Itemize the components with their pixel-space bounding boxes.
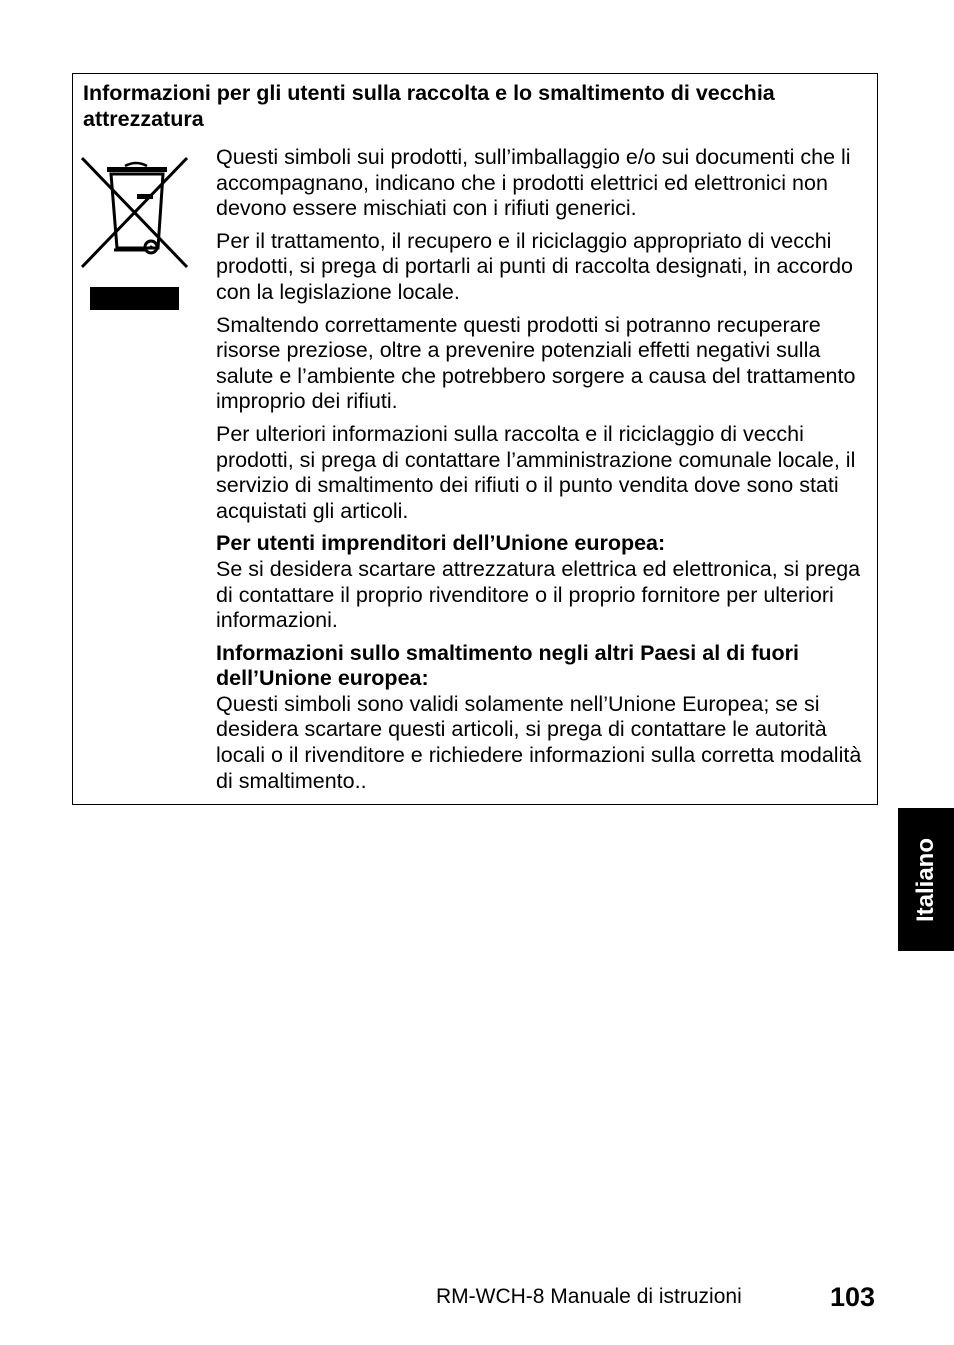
paragraph: Per ulteriori informazioni sulla raccolta e il riciclaggio di vecchi prodotti, si prega di contattare l’amministrazione comunale locale, il servizio di smaltimento dei rifiuti o il punto vendita dove sono stati acquistati gli articoli. <box>216 421 856 523</box>
paragraph: Smaltendo correttamente questi prodotti si potranno recuperare risorse preziose, oltre a prevenire potenziali effetti negativi sulla salute e l’ambiente che potrebbero sorgere a causa del trattamento improprio dei rifiuti. <box>216 312 856 414</box>
business-text: Se si desidera scartare attrezzatura elettrica ed elettronica, si prega di contattare il proprio rivenditore o il proprio fornitore per ulteriori informazioni. <box>216 556 861 633</box>
paragraph: Questi simboli sui prodotti, sull’imballaggio e/o sui documenti che li accompagnano, indicano che i prodotti elettrici ed elettronici non devono essere mischiati con i rifiuti generici. <box>216 145 851 221</box>
box-content <box>216 145 871 801</box>
box-title: Informazioni per gli utenti sulla raccolta e lo smaltimento di vecchia attrezzatura <box>83 81 775 131</box>
weee-info-box <box>72 73 878 805</box>
language-tab <box>898 808 954 951</box>
outside-eu-text: Questi simboli sono validi solamente nell’Unione Europea; se si desidera scartare questi articoli, si prega di contattare le autorità locali o il rivenditore e richiedere informazioni sulla corretta modalità di smaltimento.. <box>216 691 862 793</box>
business-section <box>216 531 871 633</box>
business-heading: Per utenti imprenditori dell’Unione europea: <box>216 531 666 556</box>
weee-underbar <box>90 287 179 310</box>
footer-manual-title: RM-WCH-8 Manuale di istruzioni <box>436 1285 742 1308</box>
outside-eu-section <box>216 641 871 795</box>
paragraph: Per il trattamento, il recupero e il riciclaggio appropriato di vecchi prodotti, si prega di portarli ai punti di raccolta designati, in accordo con la legislazione locale. <box>216 228 853 304</box>
language-tab-label: Italiano <box>912 837 939 922</box>
page-number: 103 <box>830 1282 876 1312</box>
outside-eu-heading: Informazioni sullo smaltimento negli altri Paesi al di fuori dell’Unione europea: <box>216 640 799 691</box>
